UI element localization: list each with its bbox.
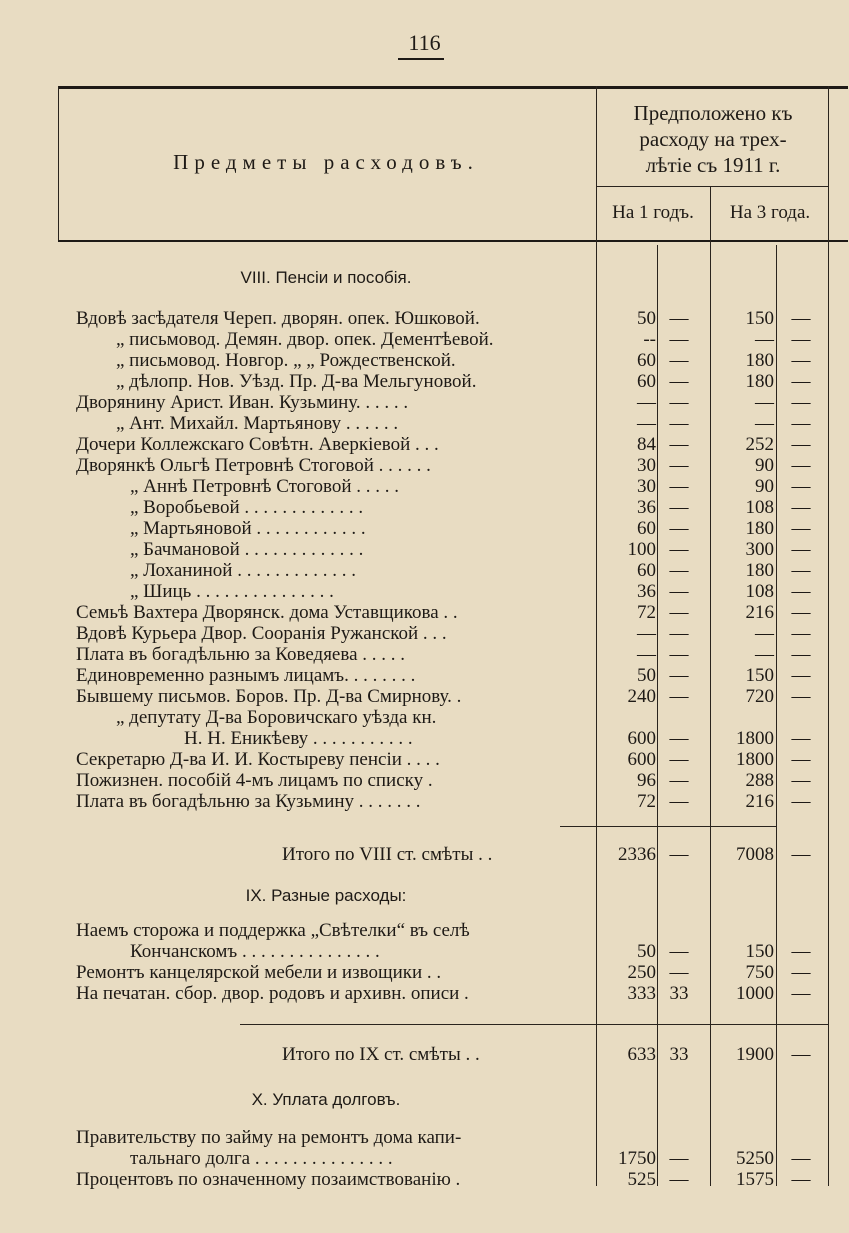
three-years-kopecks: —: [791, 623, 811, 644]
row-label: Единовременно разнымъ лицамъ. . . . . . . .: [76, 665, 416, 686]
three-years-kopecks: —: [791, 962, 811, 983]
total-viii-one-year-kop: —: [669, 844, 689, 865]
one-year-kopecks: —: [669, 1169, 689, 1190]
one-year-rubles: —: [637, 392, 656, 413]
one-year-rubles: 1750: [618, 1148, 656, 1169]
one-year-kopecks: —: [669, 1148, 689, 1169]
three-years-kopecks: —: [791, 392, 811, 413]
three-years-rubles: 180: [745, 560, 774, 581]
three-years-rubles: 90: [755, 476, 774, 497]
one-year-rubles: 600: [627, 728, 656, 749]
one-year-kopecks: —: [669, 308, 689, 329]
one-year-kopecks: —: [669, 623, 689, 644]
three-years-rubles: 108: [745, 497, 774, 518]
table-row: [0, 518, 849, 539]
table-row: [0, 497, 849, 518]
table-row: [0, 1127, 849, 1148]
three-years-rubles: 150: [745, 941, 774, 962]
three-years-kopecks: —: [791, 560, 811, 581]
total-row-viii: [0, 844, 849, 865]
three-years-rubles: 180: [745, 518, 774, 539]
total-label-ix: Итого по IX ст. смѣты . .: [282, 1044, 480, 1065]
one-year-rubles: 72: [637, 791, 656, 812]
three-years-rubles: 108: [745, 581, 774, 602]
table-row: [0, 749, 849, 770]
one-year-rubles: 525: [627, 1169, 656, 1190]
three-years-kopecks: —: [791, 1169, 811, 1190]
row-label: Плата въ богадѣльню за Коведяева . . . . .: [76, 644, 406, 665]
one-year-kopecks: —: [669, 350, 689, 371]
three-years-rubles: 216: [745, 791, 774, 812]
section-title-x: X. Уплата долговъ.: [251, 1090, 401, 1109]
three-years-kopecks: —: [791, 1148, 811, 1169]
section-title-ix: IX. Разные расходы:: [245, 886, 407, 905]
one-year-kopecks: —: [669, 434, 689, 455]
row-label: „ Ант. Михайл. Мартьянову . . . . . .: [116, 413, 399, 434]
table-row: [0, 581, 849, 602]
table-row: [0, 560, 849, 581]
one-year-kopecks: —: [669, 455, 689, 476]
table-row: [0, 1169, 849, 1190]
one-year-rubles: 72: [637, 602, 656, 623]
three-years-kopecks: —: [791, 791, 811, 812]
one-year-kopecks: —: [669, 602, 689, 623]
table-row: [0, 983, 849, 1004]
header-three-years: На 3 года.: [729, 202, 811, 223]
three-years-rubles: 180: [745, 371, 774, 392]
one-year-kopecks: —: [669, 476, 689, 497]
table-row: [0, 350, 849, 371]
three-years-kopecks: —: [791, 476, 811, 497]
one-year-kopecks: —: [669, 329, 689, 350]
one-year-rubles: 36: [637, 581, 656, 602]
header-one-year: На 1 годъ.: [612, 202, 694, 223]
three-years-kopecks: —: [791, 686, 811, 707]
three-years-kopecks: —: [791, 749, 811, 770]
row-label: „ дѣлопр. Нов. Уѣзд. Пр. Д-ва Мельгуновой.: [116, 371, 477, 392]
one-year-kopecks: —: [669, 749, 689, 770]
one-year-rubles: 50: [637, 308, 656, 329]
table-row: [0, 791, 849, 812]
total-viii-three-years: 7008: [736, 844, 774, 865]
table-row: [0, 413, 849, 434]
one-year-kopecks: —: [669, 791, 689, 812]
three-years-rubles: 180: [745, 350, 774, 371]
table-row: [0, 644, 849, 665]
row-label: На печатан. сбор. двор. родовъ и архивн. описи .: [76, 983, 469, 1004]
one-year-rubles: 50: [637, 941, 656, 962]
three-years-rubles: 750: [745, 962, 774, 983]
one-year-rubles: 100: [627, 539, 656, 560]
table-row: [0, 308, 849, 329]
row-label: Вдовѣ засѣдателя Череп. дворян. опек. Юшковой.: [76, 308, 480, 329]
one-year-rubles: 60: [637, 371, 656, 392]
three-years-rubles: 150: [745, 665, 774, 686]
header-items-column: Предметы расходовъ.: [173, 150, 479, 174]
one-year-rubles: --: [643, 329, 656, 350]
table-row: [0, 434, 849, 455]
three-years-kopecks: —: [791, 644, 811, 665]
row-label: Н. Н. Еникѣеву . . . . . . . . . . .: [184, 728, 413, 749]
three-years-rubles: 1800: [736, 749, 774, 770]
three-years-rubles: —: [755, 623, 774, 644]
table-row: [0, 392, 849, 413]
three-years-rubles: 288: [745, 770, 774, 791]
three-years-rubles: —: [755, 413, 774, 434]
total-rule-viii: [560, 826, 776, 827]
three-years-kopecks: —: [791, 371, 811, 392]
three-years-rubles: 216: [745, 602, 774, 623]
row-label: Ремонтъ канцелярской мебели и извощики . .: [76, 962, 442, 983]
three-years-rubles: 720: [745, 686, 774, 707]
table-row: [0, 602, 849, 623]
row-label: „ депутату Д-ва Боровичскаго уѣзда кн.: [116, 707, 437, 728]
row-label: тальнаго долга . . . . . . . . . . . . . . .: [130, 1148, 393, 1169]
row-label: Секретарю Д-ва И. И. Костыреву пенсіи . . . .: [76, 749, 440, 770]
three-years-kopecks: —: [791, 728, 811, 749]
one-year-rubles: 50: [637, 665, 656, 686]
three-years-kopecks: —: [791, 455, 811, 476]
three-years-rubles: 1800: [736, 728, 774, 749]
three-years-rubles: —: [755, 329, 774, 350]
three-years-kopecks: —: [791, 329, 811, 350]
row-label: „ письмовод. Новгор. „ „ Рождественской.: [116, 350, 456, 371]
three-years-kopecks: —: [791, 350, 811, 371]
row-label: Семьѣ Вахтера Дворянск. дома Уставщикова . .: [76, 602, 458, 623]
three-years-rubles: —: [755, 644, 774, 665]
three-years-kopecks: —: [791, 983, 811, 1004]
table-row: [0, 941, 849, 962]
one-year-rubles: 60: [637, 560, 656, 581]
one-year-kopecks: —: [669, 770, 689, 791]
three-years-kopecks: —: [791, 434, 811, 455]
three-years-kopecks: —: [791, 518, 811, 539]
header-planned-line-2: расходу на трех-: [639, 127, 787, 151]
row-label: „ Аннѣ Петровнѣ Стоговой . . . . .: [130, 476, 400, 497]
one-year-kopecks: —: [669, 497, 689, 518]
row-label: Кончанскомъ . . . . . . . . . . . . . . .: [130, 941, 380, 962]
one-year-rubles: 30: [637, 455, 656, 476]
three-years-rubles: 5250: [736, 1148, 774, 1169]
three-years-kopecks: —: [791, 308, 811, 329]
one-year-kopecks: —: [669, 686, 689, 707]
total-label-viii: Итого по VIII ст. смѣты . .: [282, 844, 493, 865]
one-year-kopecks: —: [669, 941, 689, 962]
total-ix-three-years: 1900: [736, 1044, 774, 1065]
three-years-kopecks: —: [791, 497, 811, 518]
page-number-underline: [398, 58, 444, 60]
row-label: Бывшему письмов. Боров. Пр. Д-ва Смирнову. .: [76, 686, 462, 707]
table-row: [0, 623, 849, 644]
table-row: [0, 665, 849, 686]
total-viii-three-years-kop: —: [791, 844, 811, 865]
row-label: Вдовѣ Курьера Двор. Сооранія Ружанской . . .: [76, 623, 447, 644]
one-year-kopecks: —: [669, 728, 689, 749]
three-years-kopecks: —: [791, 602, 811, 623]
row-label: Дочери Коллежскаго Совѣтн. Аверкіевой . . .: [76, 434, 439, 455]
total-ix-one-year: 633: [627, 1044, 656, 1065]
row-label: „ Лоханиной . . . . . . . . . . . . .: [130, 560, 356, 581]
three-years-kopecks: —: [791, 581, 811, 602]
one-year-rubles: 250: [627, 962, 656, 983]
row-label: Процентовъ по означенному позаимствованію .: [76, 1169, 461, 1190]
three-years-rubles: 150: [745, 308, 774, 329]
three-years-rubles: 1575: [736, 1169, 774, 1190]
one-year-kopecks: —: [669, 560, 689, 581]
row-label: Плата въ богадѣльню за Кузьмину . . . . . . .: [76, 791, 421, 812]
one-year-rubles: 36: [637, 497, 656, 518]
total-rule-ix: [240, 1024, 828, 1025]
one-year-kopecks: —: [669, 665, 689, 686]
three-years-rubles: 90: [755, 455, 774, 476]
header-sub-rule: [596, 186, 828, 187]
table-row: [0, 476, 849, 497]
table-row: [0, 707, 849, 728]
three-years-kopecks: —: [791, 941, 811, 962]
one-year-kopecks: —: [669, 413, 689, 434]
one-year-kopecks: —: [669, 518, 689, 539]
one-year-rubles: —: [637, 413, 656, 434]
row-label: „ Мартьяновой . . . . . . . . . . . .: [130, 518, 366, 539]
three-years-kopecks: —: [791, 539, 811, 560]
table-left-border: [58, 86, 59, 240]
one-year-rubles: 30: [637, 476, 656, 497]
header-planned-line-3: лѣтіе съ 1911 г.: [645, 153, 781, 177]
row-label: Дворянкѣ Ольгѣ Петровнѣ Стоговой . . . . . .: [76, 455, 431, 476]
one-year-rubles: 60: [637, 518, 656, 539]
three-years-kopecks: —: [791, 770, 811, 791]
one-year-rubles: 96: [637, 770, 656, 791]
one-year-kopecks: —: [669, 644, 689, 665]
three-years-kopecks: —: [791, 413, 811, 434]
row-label: „ Бачмановой . . . . . . . . . . . . .: [130, 539, 364, 560]
total-viii-one-year: 2336: [618, 844, 656, 865]
section-title-viii: VIII. Пенсіи и пособія.: [240, 268, 412, 287]
one-year-kopecks: —: [669, 539, 689, 560]
three-years-rubles: 252: [745, 434, 774, 455]
row-label: „ Шиць . . . . . . . . . . . . . . .: [130, 581, 334, 602]
total-ix-three-years-kop: —: [791, 1044, 811, 1065]
table-row: [0, 329, 849, 350]
one-year-kopecks: —: [669, 371, 689, 392]
table-row: [0, 962, 849, 983]
one-year-rubles: 240: [627, 686, 656, 707]
table-row: [0, 455, 849, 476]
one-year-rubles: 84: [637, 434, 656, 455]
row-label: Правительству по займу на ремонтъ дома капи-: [76, 1127, 462, 1148]
three-years-rubles: —: [755, 392, 774, 413]
one-year-kopecks: —: [669, 962, 689, 983]
row-label: Наемъ сторожа и поддержка „Свѣтелки“ въ селѣ: [76, 920, 470, 941]
table-row: [0, 686, 849, 707]
one-year-rubles: —: [637, 644, 656, 665]
table-row: [0, 770, 849, 791]
table-top-rule: [58, 86, 848, 89]
total-row-ix: [0, 1044, 849, 1065]
page-number: 116: [408, 30, 441, 55]
one-year-rubles: 333: [627, 983, 656, 1004]
one-year-kopecks: —: [669, 392, 689, 413]
row-label: Пожизнен. пособій 4-мъ лицамъ по списку .: [76, 770, 433, 791]
one-year-kopecks: 33: [669, 983, 689, 1004]
one-year-rubles: 60: [637, 350, 656, 371]
three-years-kopecks: —: [791, 665, 811, 686]
table-row: [0, 1148, 849, 1169]
row-label: „ Воробьевой . . . . . . . . . . . . .: [130, 497, 364, 518]
table-row: [0, 728, 849, 749]
one-year-kopecks: —: [669, 581, 689, 602]
table-row: [0, 371, 849, 392]
one-year-rubles: 600: [627, 749, 656, 770]
three-years-rubles: 300: [745, 539, 774, 560]
table-row: [0, 539, 849, 560]
header-bottom-rule: [58, 240, 848, 242]
three-years-rubles: 1000: [736, 983, 774, 1004]
header-planned-line-1: Предположено къ: [633, 101, 793, 125]
header-planned-column: [598, 100, 828, 178]
row-label: „ письмовод. Демян. двор. опек. Дементѣевой.: [116, 329, 494, 350]
total-ix-one-year-kop: 33: [669, 1044, 689, 1065]
row-label: Дворянину Арист. Иван. Кузьмину. . . . . .: [76, 392, 409, 413]
table-row: [0, 920, 849, 941]
one-year-rubles: —: [637, 623, 656, 644]
